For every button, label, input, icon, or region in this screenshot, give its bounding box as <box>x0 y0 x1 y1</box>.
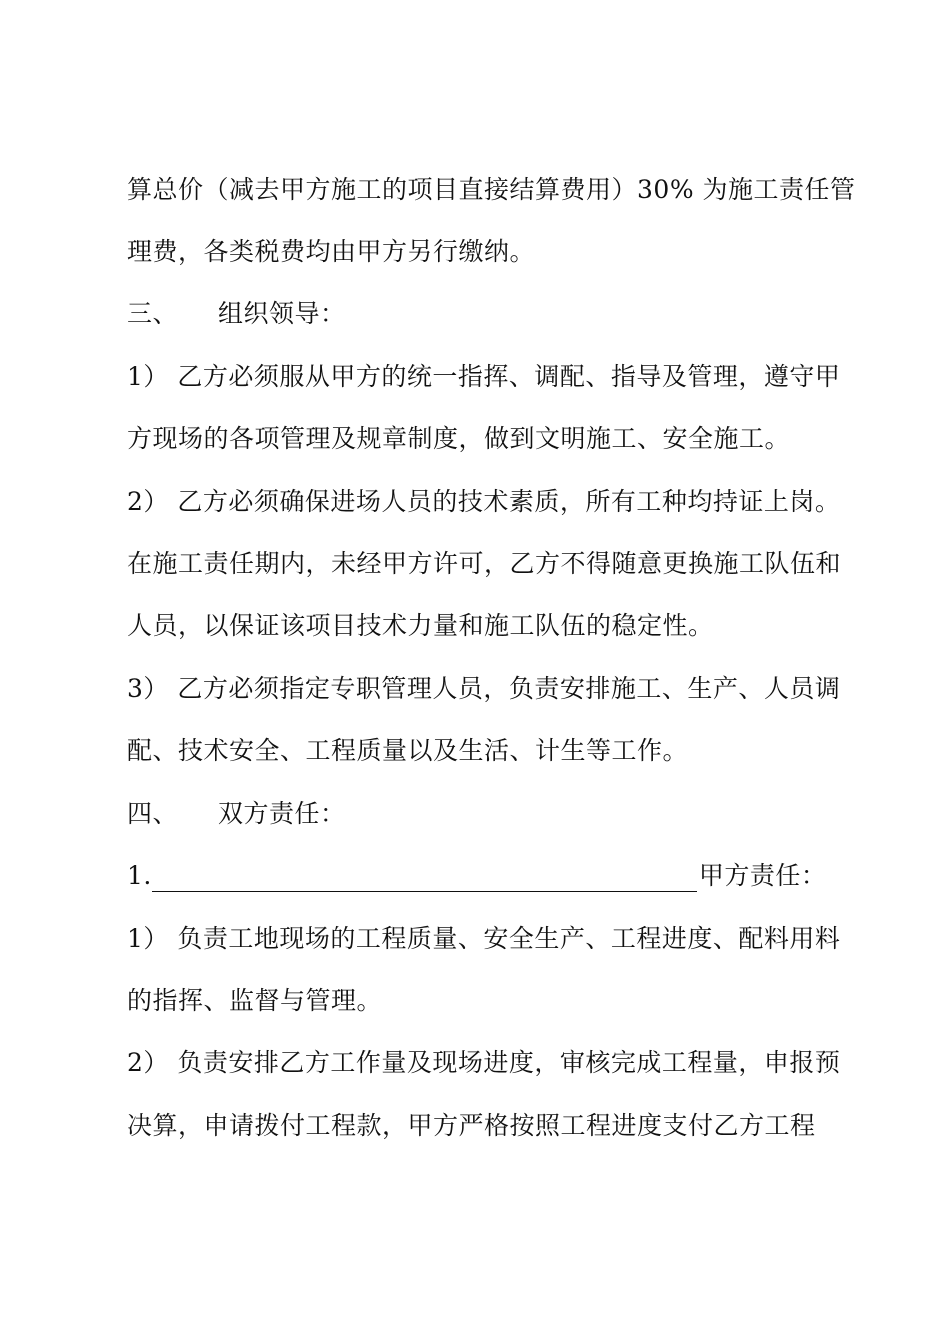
paragraph-line: 决算，申请拨付工程款，甲方严格按照工程进度支付乙方工程 <box>127 1111 816 1140</box>
paragraph-line: 算总价（减去甲方施工的项目直接结算费用）30% 为施工责任管 <box>127 175 856 204</box>
section-title: 组织领导： <box>218 299 346 328</box>
section-heading-3 <box>127 298 346 330</box>
paragraph-line: 的指挥、监督与管理。 <box>127 986 383 1015</box>
paragraph-line: 2） 乙方必须确保进场人员的技术素质，所有工种均持证上岗。 <box>127 487 841 516</box>
paragraph-line: 方现场的各项管理及规章制度，做到文明施工、安全施工。 <box>127 424 791 453</box>
paragraph-line: 1） 负责工地现场的工程质量、安全生产、工程进度、配料用料 <box>127 924 841 953</box>
paragraph-line: 人员，以保证该项目技术力量和施工队伍的稳定性。 <box>127 611 714 640</box>
paragraph-line: 配、技术安全、工程质量以及生活、计生等工作。 <box>127 736 689 765</box>
paragraph-line: 1） 乙方必须服从甲方的统一指挥、调配、指导及管理，遵守甲 <box>127 362 841 391</box>
fill-in-blank-line <box>152 869 697 892</box>
section-number: 三、 <box>127 299 179 328</box>
item-label: 甲方责任： <box>698 861 827 890</box>
section-number: 四、 <box>127 799 179 828</box>
section-heading-4 <box>127 798 346 830</box>
paragraph-line: 理费，各类税费均由甲方另行缴纳。 <box>127 237 536 266</box>
section-title: 双方责任： <box>218 799 346 828</box>
item-number: 1. <box>127 861 152 890</box>
paragraph-line: 2） 负责安排乙方工作量及现场进度，审核完成工程量，申报预 <box>127 1048 841 1077</box>
paragraph-line: 3） 乙方必须指定专职管理人员，负责安排施工、生产、人员调 <box>127 674 841 703</box>
paragraph-line: 在施工责任期内，未经甲方许可，乙方不得随意更换施工队伍和 <box>127 549 842 578</box>
item-heading-1 <box>127 860 826 892</box>
